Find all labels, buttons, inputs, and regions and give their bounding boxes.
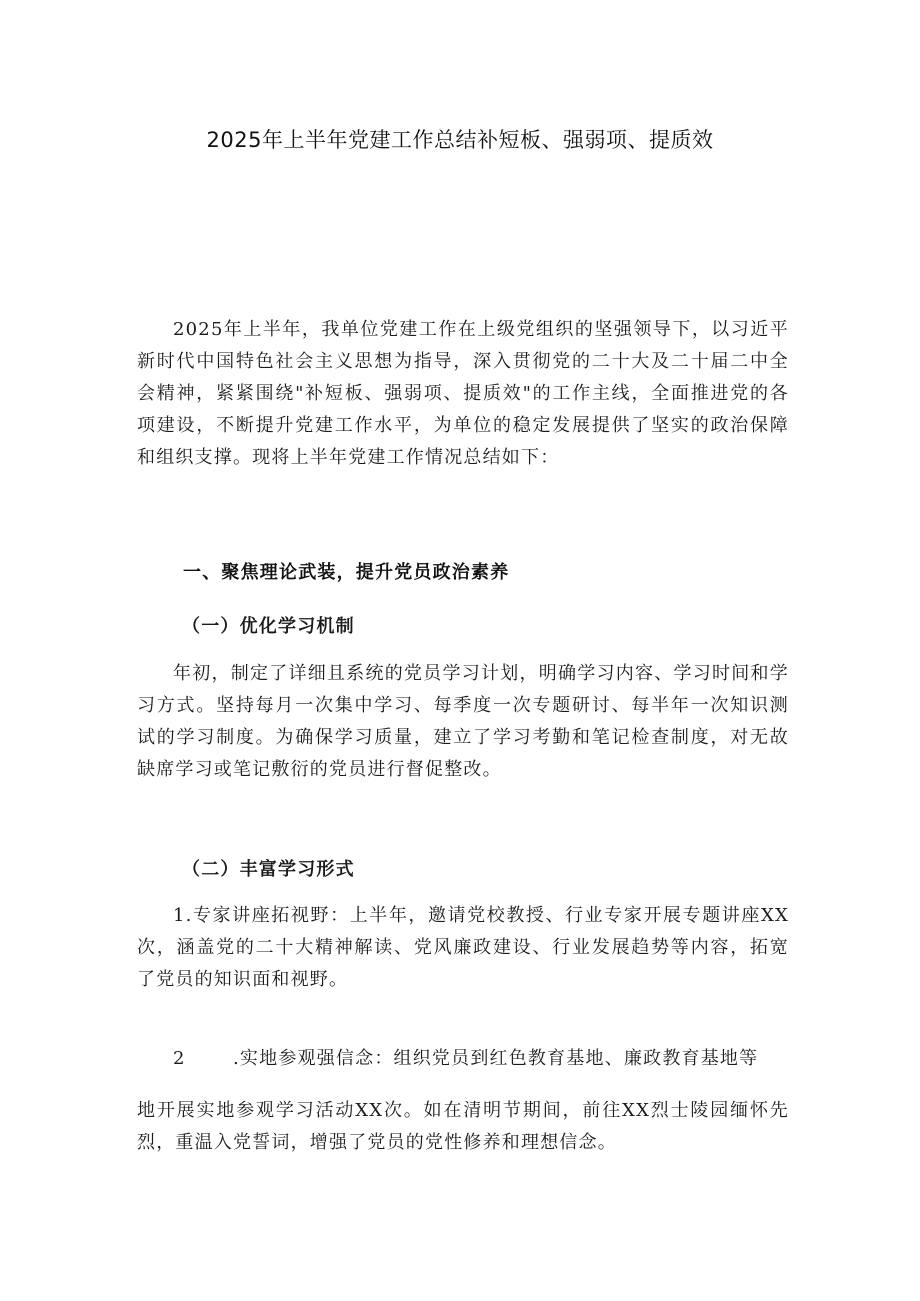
section-heading-1: 一、聚焦理论武装，提升党员政治素养 <box>183 562 510 583</box>
document-title: 2025年上半年党建工作总结补短板、强弱项、提质效 <box>206 128 714 152</box>
study-mechanism-paragraph: 年初，制定了详细且系统的党员学习计划，明确学习内容、学习时间和学习方式。坚持每月一次集中学习、每季度一次专题研讨、每半年一次知识测试的学习制度。为确保学习质量，建立了学习考勤和笔记检查制度，对无故缺席学习或笔记敷衍的党员进行督促整改。 <box>137 663 789 780</box>
list-item-2-first-line: .实地参观强信念：组织党员到红色教育基地、廉政教育基地等 <box>233 1048 759 1069</box>
list-item-2-number: 2 <box>173 1048 186 1069</box>
subsection-heading-2: （二）丰富学习形式 <box>182 859 355 880</box>
list-item-1: 1.专家讲座拓视野：上半年，邀请党校教授、行业专家开展专题讲座XX次，涵盖党的二十大精神解读、党风廉政建设、行业发展趋势等内容，拓宽了党员的知识面和视野。 <box>137 905 789 990</box>
list-item-2-rest: 地开展实地参观学习活动XX次。如在清明节期间，前往XX烈士陵园缅怀先烈，重温入党誓词，增强了党员的党性修养和理想信念。 <box>137 1100 789 1153</box>
subsection-heading-1: （一）优化学习机制 <box>182 616 355 637</box>
list-item-2 <box>137 1043 789 1159</box>
intro-paragraph: 2025年上半年，我单位党建工作在上级党组织的坚强领导下，以习近平新时代中国特色社会主义思想为指导，深入贯彻党的二十大及二十届二中全会精神，紧紧围绕"补短板、强弱项、提质效"的工作主线，全面推进党的各项建设，不断提升党建工作水平，为单位的稳定发展提供了坚实的政治保障和组织支撑。现将上半年党建工作情况总结如下： <box>137 319 789 468</box>
